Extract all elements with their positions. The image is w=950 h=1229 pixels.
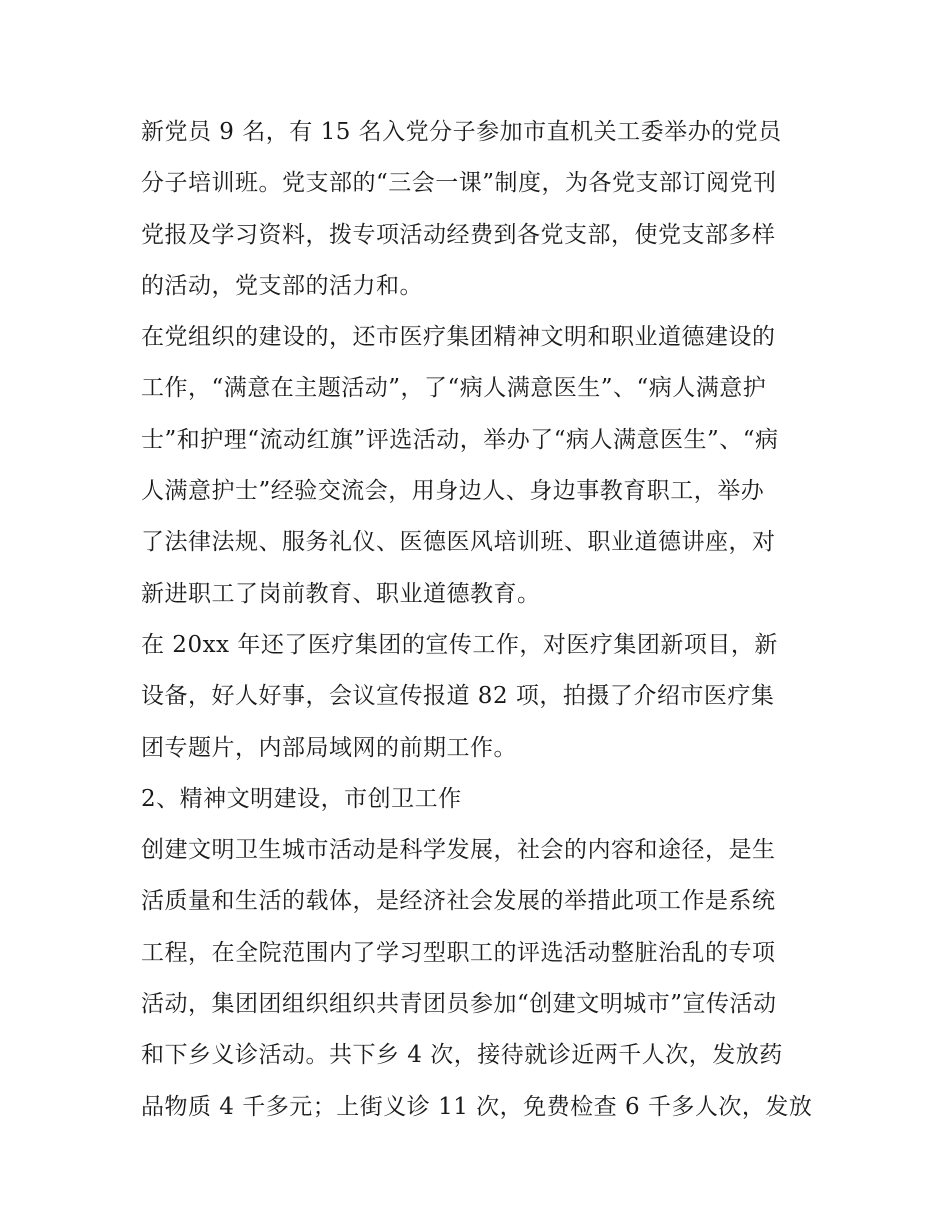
text-line: 分子培训班。党支部的“三会一课”制度，为各党支部订阅党刊 [141, 170, 777, 197]
text-line: 的活动，党支部的活力和。 [141, 272, 423, 299]
text-line: 党报及学习资料，拨专项活动经费到各党支部，使党支部多样 [141, 221, 776, 248]
text-line: 士”和护理“流动红旗”评选活动，举办了“病人满意医生”、“病 [141, 426, 779, 453]
section-heading [141, 774, 821, 825]
text-line: 工程，在全院范围内了学习型职工的评选活动整脏治乱的专项 [141, 939, 776, 966]
text-line: 在 20xx 年还了医疗集团的宣传工作，对医疗集团新项目，新 [141, 631, 778, 658]
paragraph-publicity [141, 620, 821, 774]
text-line: 团专题片，内部局域网的前期工作。 [141, 734, 517, 761]
text-line: 品物质 4 千多元；上街义诊 11 次，免费检查 6 千多人次，发放 [141, 1093, 813, 1120]
text-line: 新党员 9 名，有 15 名入党分子参加市直机关工委举办的党员 [141, 119, 782, 145]
text-line: 设备，好人好事，会议宣传报道 82 项，拍摄了介绍市医疗集 [141, 683, 775, 710]
text-line: 工作，“满意在主题活动”，了“病人满意医生”、“病人满意护 [141, 375, 767, 402]
text-line: 了法律法规、服务礼仪、医德医风培训班、职业道德讲座，对 [141, 529, 776, 556]
text-line: 活质量和生活的载体，是经济社会发展的举措此项工作是系统 [141, 888, 776, 915]
text-line: 活动，集团团组织组织共青团员参加“创建文明城市”宣传活动 [141, 991, 777, 1018]
text-line: 和下乡义诊活动。共下乡 4 次，接待就诊近两千人次，发放药 [141, 1042, 783, 1069]
text-line: 人满意护士”经验交流会，用身边人、身边事教育职工，举办 [141, 478, 765, 505]
section-heading-text: 2、精神文明建设，市创卫工作 [141, 785, 462, 812]
text-line: 创建文明卫生城市活动是科学发展，社会的内容和途径，是生 [141, 837, 776, 864]
paragraph-ethics-building [141, 312, 821, 620]
paragraph-civilized-city [141, 825, 821, 1133]
paragraph-party-members [141, 107, 821, 312]
text-line: 新进职工了岗前教育、职业道德教育。 [141, 580, 541, 607]
text-line: 在党组织的建设的，还市医疗集团精神文明和职业道德建设的 [141, 324, 776, 351]
document-body [141, 107, 821, 1133]
